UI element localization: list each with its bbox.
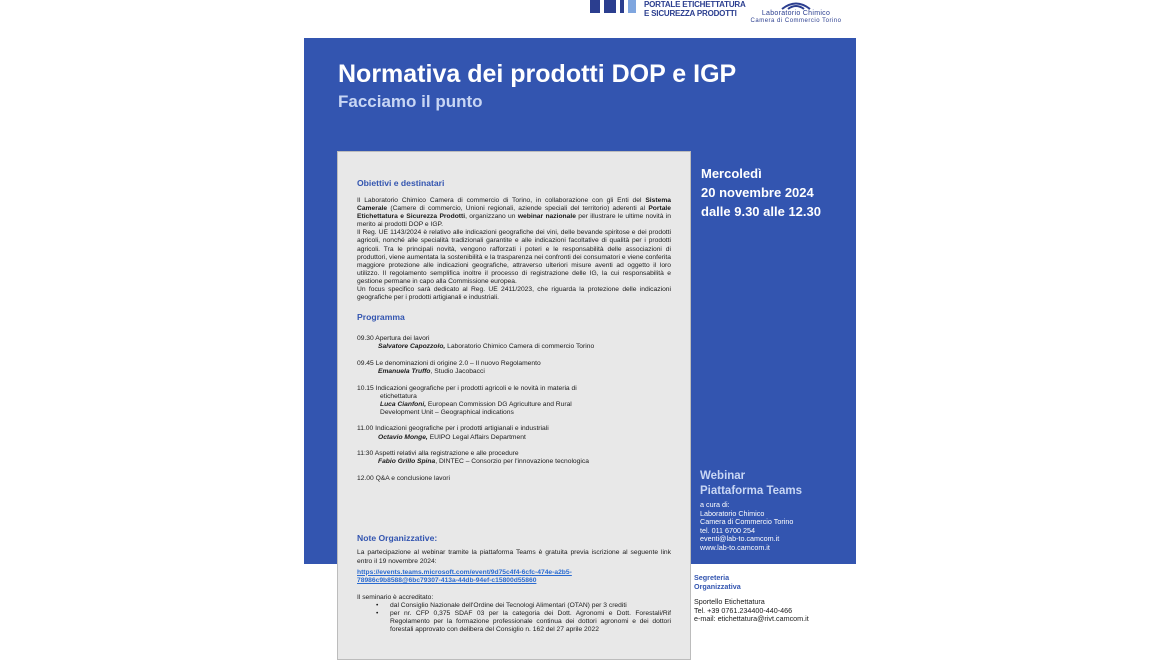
- portale-logo-line1: PORTALE ETICHETTATURA: [644, 0, 746, 9]
- event-date: [701, 164, 821, 221]
- laboratorio-logo-line2: Camera di Commercio Torino: [750, 18, 842, 24]
- program-speaker: Luca Cianfoni,: [380, 400, 427, 408]
- event-time: dalle 9.30 alle 12.30: [701, 204, 821, 219]
- program-affiliation: EUIPO Legal Affairs Department: [427, 433, 526, 441]
- webinar-line1: Webinar: [700, 470, 746, 482]
- laboratorio-logo-icon: [780, 0, 812, 10]
- program-item: [357, 425, 671, 441]
- program-item: [357, 335, 671, 351]
- registration-link-line1[interactable]: https://events.teams.microsoft.com/event/9d75c4f4-6cfc-474e-a2b5-: [357, 568, 572, 576]
- secretariat-email[interactable]: e-mail: etichettatura@rivt.camcom.it: [694, 614, 809, 624]
- p1-text-g: per illustrare le ultime novità in merito ai prodotti DOP e IGP.: [357, 213, 671, 229]
- objectives-paragraph-1: [357, 197, 671, 229]
- cura-tel: tel. 011 6700 254: [700, 525, 756, 535]
- notes-paragraph: La partecipazione al webinar tramite la piattaforma Teams è gratuita previa iscrizione al seguente link entro il 19 novembre 2024:: [357, 549, 671, 565]
- list-item: • dal Consiglio Nazionale dell'Ordine dei Tecnologi Alimentari (OTAN) per 3 crediti: [376, 602, 671, 610]
- laboratorio-chimico-logo: [736, 0, 856, 28]
- program-title: Le denominazioni di origine 2.0 – Il nuovo Regolamento: [375, 359, 541, 367]
- program-title: Aspetti relativi alla registrazione e alle procedure: [374, 450, 519, 458]
- program-title: Indicazioni geografiche per i prodotti agricoli e le novità in materia di: [375, 384, 577, 392]
- p1-bold-portale: Portale Etichettatura e Sicurezza Prodotti: [357, 205, 671, 221]
- cura-org2: Camera di Commercio Torino: [700, 517, 794, 527]
- program-affiliation: , DINTEC – Consorzio per l'innovazione tecnologica: [435, 458, 589, 466]
- objectives-heading: Obiettivi e destinatari: [357, 178, 445, 188]
- secretariat-heading-line1: Segreteria: [694, 573, 730, 582]
- program-affiliation: European Commission DG Agriculture and Rural: [426, 400, 572, 408]
- cura-web[interactable]: www.lab-to.camcom.it: [700, 542, 770, 552]
- program-speaker: Octavio Monge,: [378, 433, 428, 441]
- program-item: [357, 475, 671, 483]
- program-affiliation: Laboratorio Chimico Camera di commercio Torino: [445, 343, 595, 351]
- portale-logo-text: [644, 0, 746, 18]
- content-panel: [337, 151, 691, 660]
- organizer-info: [700, 501, 793, 553]
- portale-etichettatura-logo: [588, 0, 746, 18]
- program-time: 12.00: [357, 474, 374, 482]
- page-subtitle: Facciamo il punto: [338, 92, 483, 111]
- program-speaker: Fabio Grillo Spina: [378, 458, 436, 466]
- program-item: [357, 360, 671, 376]
- program-title: Indicazioni geografiche per i prodotti artigianali e industriali: [375, 425, 549, 433]
- cura-email[interactable]: eventi@lab-to.camcom.it: [700, 534, 780, 544]
- portale-logo-line2: E SICUREZZA PRODOTTI: [644, 9, 737, 18]
- notes-heading: Note Organizzative:: [357, 533, 438, 544]
- program-time: 09.45: [357, 359, 374, 367]
- program-speaker: Emanuela Truffo: [378, 368, 431, 375]
- secretariat-heading: [694, 574, 741, 591]
- p1-text-c: (Camere di commercio, Unioni regionali, aziende speciali del territorio) aderenti al: [387, 205, 649, 213]
- program-item: [357, 385, 671, 417]
- program-item: [357, 450, 671, 466]
- program-time: 11:30: [357, 450, 374, 458]
- registration-link[interactable]: [357, 569, 671, 585]
- list-item: • per nr. CFP 0,375 SDAF 03 per la categoria dei Dott. Agronomi e Dott. Forestali/Rif Regolamento per la formazione professionale continua dei dottori agronomi e dei dottori forestali approvato con delibera del Consiglio n. 162 del 27 aprile 2022: [376, 610, 671, 634]
- event-weekday: Mercoledì: [701, 166, 762, 181]
- webinar-label: [700, 469, 802, 499]
- program-title-cont: etichettatura: [380, 392, 417, 400]
- cura-org1: Laboratorio Chimico: [700, 508, 765, 518]
- secretariat-tel: Tel. +39 0761.234400-440-466: [694, 605, 793, 615]
- program-time: 10.15: [357, 384, 374, 392]
- p1-bold-webinar: webinar nazionale: [517, 213, 576, 221]
- laboratorio-logo-line1: Laboratorio Chimico: [761, 10, 831, 17]
- content-body: [357, 178, 671, 634]
- program-title: Apertura dei lavori: [375, 335, 430, 343]
- p1-bold-sistema: Sistema Camerale: [357, 197, 671, 213]
- objectives-paragraph-3: Un focus specifico sarà dedicato al Reg. UE 2411/2023, che riguarda la protezione delle indicazioni geografiche per i prodotti artigianali e industriali.: [357, 286, 671, 302]
- portale-logo-icon: [588, 0, 640, 16]
- program-title: Q&A e conclusione lavori: [375, 474, 450, 482]
- secretariat-info: [694, 598, 809, 624]
- program-affiliation-cont: Development Unit – Geographical indications: [380, 408, 514, 416]
- p1-text-e: , organizzano un: [465, 213, 518, 221]
- event-day: 20 novembre 2024: [701, 185, 814, 200]
- program-speaker: Salvatore Capozzolo,: [378, 343, 446, 351]
- program-time: 11.00: [357, 425, 374, 433]
- accreditation-intro: Il seminario è accreditato:: [357, 593, 434, 601]
- program-affiliation: , Studio Jacobacci: [430, 368, 485, 375]
- cura-label: a cura di:: [700, 500, 730, 509]
- secretariat-name: Sportello Etichettatura: [694, 597, 765, 606]
- page-title: Normativa dei prodotti DOP e IGP: [338, 60, 737, 88]
- program-time: 09.30: [357, 335, 374, 343]
- p1-text-a: Il Laboratorio Chimico Camera di commercio di Torino, in collaborazione con gli Enti del: [357, 197, 646, 204]
- webinar-line2: Piattaforma Teams: [700, 485, 803, 497]
- secretariat-heading-line2: Organizzativa: [694, 581, 741, 591]
- program-heading: Programma: [357, 312, 405, 323]
- registration-link-line2[interactable]: 78986c9b8588@6bc79307-413a-44db-94ef-c15800d55860: [357, 576, 537, 584]
- objectives-paragraph-2: Il Reg. UE 1143/2024 è relativo alle indicazioni geografiche dei vini, delle bevande spiritose e dei prodotti agricoli, nonché alle specialità tradizionali garantite e alle indicazioni facoltative di qualità per i prodotti agricoli. Tra le principali novità, vengono rafforzati i poteri e le responsabilità delle associazioni di produttori, viene aumentata la sostenibilità e la trasparenza nei confronti dei consumatori e viene conferita maggiore protezione alle indicazioni geografiche, attraverso ulteriori misure aventi ad oggetto il loro utilizzo. Il regolamento semplifica inoltre il processo di registrazione delle IG, la cui responsabilità e gestione permane in capo alla Commissione europea.: [357, 229, 671, 285]
- accreditation-list: [357, 602, 671, 634]
